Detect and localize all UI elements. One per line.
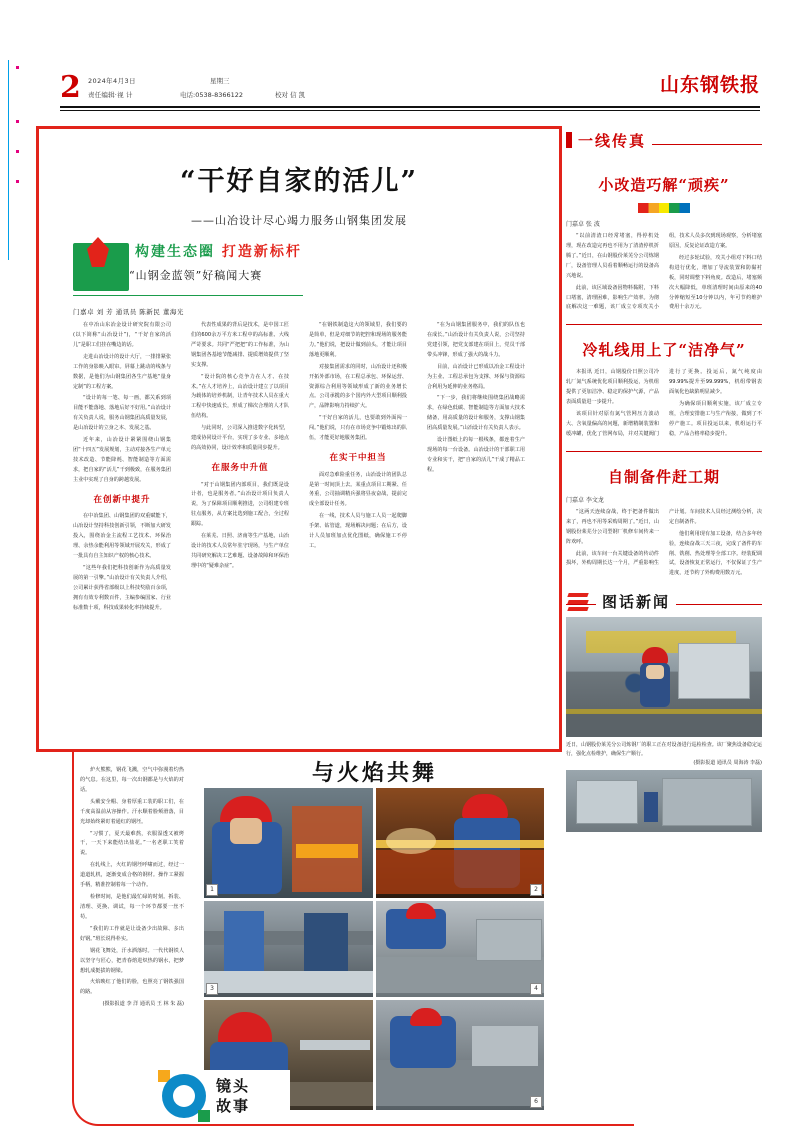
paragraph: 在一线，技术人员与施工人员一起爬脚手架、钻管道，现场解决问题；在后方，设计人员加班加点优化图纸，确保施工不停工。 [309,513,407,550]
paragraph: “习惯了，夏天最难熬，衣服湿透又被烤干，一天下来能结出盐花。”一名老职工笑着说。 [80,830,184,857]
campaign-subtitle: “山钢金蓝领”好稿闻大赛 [129,269,263,282]
registration-mark [16,180,19,183]
paragraph: 火焰映红了他们的脸，也照亮了钢铁强国的路。 [80,979,184,996]
registration-mark [16,150,19,153]
photo-content [204,901,373,997]
article-column [427,321,525,721]
masthead-rule-thin [60,110,760,111]
paragraph: 该项目针对原有氮气管网压力波动大、含氧量偏高的问题，新增精制装置和缓冲罐，优化了管网布局，并对关键阀门进行了更换。投运后，氮气纯度由99.99%提升至99.999%，机组带钢表面氧化色缺陷明显减少。 [566,369,762,437]
lens-title-line2: 故事 [216,1097,251,1116]
photo-index-badge: 2 [530,884,542,896]
news-byline: 门嘉卓 李文龙 [566,496,604,504]
paragraph: 在中冶集团、山钢集团的双重赋能下，山冶设计坚持科技创新引领，不断加大研发投入，围绕冶金主流程工艺技术、环保治理、余热余能利用等领域开展攻关，形成了一批具有自主知识产权的核心技术。 [73,513,171,559]
section-title: 一线传真 [572,130,652,151]
photo-index-badge: 6 [530,1096,542,1108]
feature-section [72,752,760,1132]
subheading: 在创新中提升 [93,494,151,505]
masthead-tel: 电话:0538-8366122 [180,91,244,99]
article-byline: 门嘉卓 刘 芳 通讯员 陈新民 董海光 [73,308,184,316]
paragraph: “这两天连续奋战，终于把备件做出来了，再也不用等采购周期了。”近日，山钢股份莱芜分公司型钢厂机修车间传来一阵欢呼。 [566,508,659,545]
photo-content [566,617,762,737]
masthead-rule [60,106,760,108]
paragraph: 在中冶山东冶金设计研究院有限公司(以下简称“山冶设计”)，“干好自家的活儿”是职工们挂在嘴边的话。 [73,322,171,348]
paragraph: 对接集团需求的同时，山冶设计还积极开拓外部市场，在工程总承包、环保运营、资源综合利用等领域形成了新的业务增长点。公司承揽的多个国内外大型项目顺利投产，品牌影响力持续扩大。 [309,363,407,410]
news-title: 小改造巧解“顽疾” [598,176,730,194]
paragraph: 此前，该区域设备因物料黏附，下料口堵塞，清理困难，影响生产效率。为彻底解决这一难题，该厂成立专项攻关小组，技术人员多次到现场观察，分析堵塞原因，反复论证改造方案。 [566,233,762,311]
article-column [191,321,289,721]
paragraph: “对于山钢集团内部项目，我们既是设计者，也是服务者。”山冶设计项目负责人说，为了保障项目顺利推进，公司组建专班驻点服务，从方案比选到施工配合，全过程跟踪。 [191,481,289,528]
paragraph: 头戴安全帽、身着厚重工装的职工们，在千度高温前从容操作。汗水顺着脸颊滑落，目光却始终紧盯着通红的钢坯。 [80,798,184,825]
page-number: 2 [60,70,81,105]
section-title: 图话新闻 [596,591,676,612]
campaign-slogan-left: 构建生态圈 [135,244,215,260]
subheading: 在实干中担当 [329,453,387,464]
paragraph: 与此同时，公司深入推进数字化转型，建成协同设计平台，实现了多专业、多地点的高效协同，设计效率和质量同步提升。 [191,425,289,452]
stripes-icon [568,593,588,611]
divider [566,324,762,325]
paragraph: 此前，该车间一台关键设备的传动件损坏，外购周期长达一个月，严重影响生产计划。车间技术人员经过测绘分析，决定自制备件。 [566,508,762,567]
feature-photo [376,788,545,898]
crop-guide-line [8,60,9,260]
paragraph: 他们利用现有加工设备，结合多年经验，连续奋战三天三夜，完成了备件的车削、铣削、热处理等全部工序。经装配调试，设备恢复正常运行，不仅保证了生产进度，还节约了外购费用数万元。 [669,530,762,577]
rainbow-rule-icon [638,203,690,213]
news-body [566,508,762,579]
photo-content [376,901,545,997]
paragraph: 经过多轮试验，攻关小组对下料口结构进行优化，增加了导流装置和防黏衬板，同时调整下料角度。改造后，堵塞频次大幅降低，单班清理时间由原来的40分钟缩短至10分钟以内，年可节约维护费用十余万元。 [669,254,762,311]
paragraph: 在莱芜、日照、济南等生产基地，山冶设计的技术人员常年驻守现场，与生产单位共同研究解决工艺难题、设备故障和环保治理中的“疑难杂症”。 [191,533,289,569]
section-header-yixianchuanzhen [566,130,762,160]
paragraph-signature: (摄影报道 李 洋 通讯员 王 林 朱 磊) [102,1001,184,1008]
article-title: “干好自家的活儿” [179,166,419,197]
news-item [566,466,762,579]
paragraph: 走进山冶设计的设计大厅，一排排紧张工作的身影映入眼帘。屏幕上跳动的线条与数据，是他们为山钢集团各生产基地“量身定制”的工程方案。 [73,353,171,390]
paragraph: 炉火熊熊，钢花飞溅，空气中弥漫着灼热的气息。在这里，每一次出钢都是与火焰的对话。 [80,767,184,793]
paragraph: 设计图纸上的每一根线条，都连着生产现场的每一台设备。山冶设计的干部职工用专业和实干，把“自家的活儿”干成了精品工程。 [427,437,525,473]
right-column [566,130,762,832]
news-body [566,368,762,440]
paragraph: 目前，山冶设计已形成以冶金工程设计为主业、工程总承包为支撑、环保与资源综合利用为延伸的业务格局。 [427,363,525,390]
campaign-slogan-right: 打造新标杆 [221,244,302,260]
square-accent-icon [198,1110,210,1122]
caption-text: 近日，山钢股份莱芜分公司炼钢厂的职工正在对设备进行巡检检查。该厂聚焦设备稳定运行，强化点检维护，确保生产顺行。 [566,742,762,758]
article-column [73,321,171,721]
campaign-slogan [135,241,302,261]
paper-logo: 山东钢铁报 [659,74,760,96]
feature-photo [376,1000,545,1110]
registration-mark [16,120,19,123]
masthead-date: 2024年4月3日 [88,77,136,85]
news-item [566,174,762,314]
news-byline: 门嘉卓 张 波 [566,221,600,228]
masthead-weekday: 星期三 [210,77,230,85]
paragraph: “在为山钢集团服务中，我们的队伍也在成长。”山冶设计有关负责人说，公司坚持党建引领，把党支部建在项目上，党员干部带头冲锋，形成了强大的战斗力。 [427,322,525,358]
paragraph: 面对急难险重任务，山冶设计的团队总是第一时间顶上去。某重点项目工期紧、任务重，公司抽调精兵强将昼夜奋战，提前完成全部设计任务。 [309,471,407,508]
photo-content [376,1000,545,1110]
feature-photo [204,901,373,997]
lens-story-logo [158,1070,290,1122]
paragraph: 近年来，山冶设计紧紧围绕山钢集团“十四五”发展规划，主动对接各生产单元技术改造、节能降耗、智能制造等方面需求，把自家的“活儿”干到极致，在服务集团主业中实现了自身的跨越发展。 [73,437,171,483]
paragraph: 钢花飞舞处，汗水洒落时。一代代钢铁人以坚守与匠心，把青春熔进炽热的钢水，把梦想轧成挺拔的钢梁。 [80,947,184,974]
paragraph: 检修时间，是他们最忙碌的时刻。拆装、清理、更换、调试，每一个环节都要一丝不苟。 [80,894,184,920]
article-subtitle: ——山冶设计尽心竭力服务山钢集团发展 [191,214,407,227]
lens-title-line1: 镜头 [216,1077,251,1095]
campaign-logo-band [73,237,303,299]
news-item [566,339,762,440]
article-body [73,321,525,721]
section-header-tuhuaxinwen [566,591,762,617]
paragraph: 本报讯 近日，山钢股份日照公司冷轧厂氮气系统优化项目顺利投运，为机组提供了更加洁净、稳定的保护气源，产品表面质量进一步提升。 [566,369,659,406]
paragraph: “以前清渣口经常堵塞，得停机处理，现在改造完再也不用为了清渣停机折腾了。”近日，在山钢股份莱芜分公司炼钢厂，设备管理人员看着顺畅运行的设备高兴地说。 [566,233,659,279]
feature-photo [376,901,545,997]
lens-story-title [216,1076,250,1117]
feature-photo [204,788,373,898]
paragraph: “我们的工作就是让设备少出故障、多出好钢。”班长说得朴实。 [80,925,184,942]
paragraph: “干好自家的活儿，也要敢到外面闯一闯。”他们说，只有在市场竞争中锻炼出的队伍，才能更好地服务集团。 [309,415,407,442]
news-title: 冷轧线用上了“洁净气” [582,341,746,360]
news-body [566,232,762,314]
paragraph: “这些年我们把科技创新作为高质量发展的第一引擎。”山冶设计有关负责人介绍，公司累计获得省部级以上科技奖励百余项，拥有有效专利数百件，主编参编国家、行业标准数十项，科技成果转化率持续提升。 [73,564,171,611]
photo-index-badge: 1 [206,884,218,896]
photo-content [376,788,545,898]
paragraph: 在轧线上，火红的钢坯呼啸而过，经过一道道轧机，逐渐变成合格的钢材。操作工紧握手柄，精准控制着每一个动作。 [80,862,184,889]
news-photo-1 [566,617,762,737]
photo-content [204,788,373,898]
paragraph: “设计的每一笔、每一画，都关系到项目能不能落地、落地后好不好用。”山冶设计有关负责人说，服务山钢集团高质量发展，是山冶设计的立身之本、发展之基。 [73,395,171,432]
paragraph: 为确保项目顺利实施，该厂成立专班，合理安排施工与生产衔接，做到了不停产施工。项目投运以来，机组运行平稳，产品合格率稳步提升。 [669,401,762,437]
news-title: 自制备件赶工期 [607,467,720,486]
masthead-editor: 责任编辑·视 计 [88,91,133,99]
divider [566,451,762,452]
feature-title: 与火焰共舞 [312,760,438,786]
paragraph: “下一步，我们将继续围绕集团战略需求，在绿色低碳、智能制造等方面加大技术储备，用高质量的设计和服务，支撑山钢集团高质量发展。”山冶设计有关负责人表示。 [427,395,525,432]
paragraph: “在钢铁制造这大的领域里，我们要的是简单，但是对细节的把控和现场的服务能力。”他们说，把设计做到前头，才能让项目落地更顺利。 [309,322,407,358]
photo-index-badge: 3 [206,983,218,995]
feature-text-column [80,766,184,1086]
photo-index-badge: 4 [530,983,542,995]
divider [73,295,303,296]
registration-mark [16,66,19,69]
main-article [36,126,562,752]
masthead [60,72,760,114]
paragraph: “设计院的核心竞争力在人才、在技术。”在人才培养上，山冶设计建立了以项目为载体的培养机制，让青年技术人员在重大工程中快速成长，形成了梯次合理的人才队伍结构。 [191,373,289,420]
article-column [309,321,407,721]
caption-signature: (摄影报道 通讯员 周海涛 李磊) [693,760,762,767]
masthead-proof: 校对 信 凯 [275,91,306,99]
subheading: 在服务中升值 [211,462,269,473]
paragraph: 代表性成果的背后是技术，是中国工匠们的600余万平方米工程中的高标准、大线严苛要求。共同“严把把”的工作标准，为山钢集团各基地节能减排、提质增效提供了坚实支撑。 [191,322,289,368]
feature-photo-grid [204,788,544,1104]
